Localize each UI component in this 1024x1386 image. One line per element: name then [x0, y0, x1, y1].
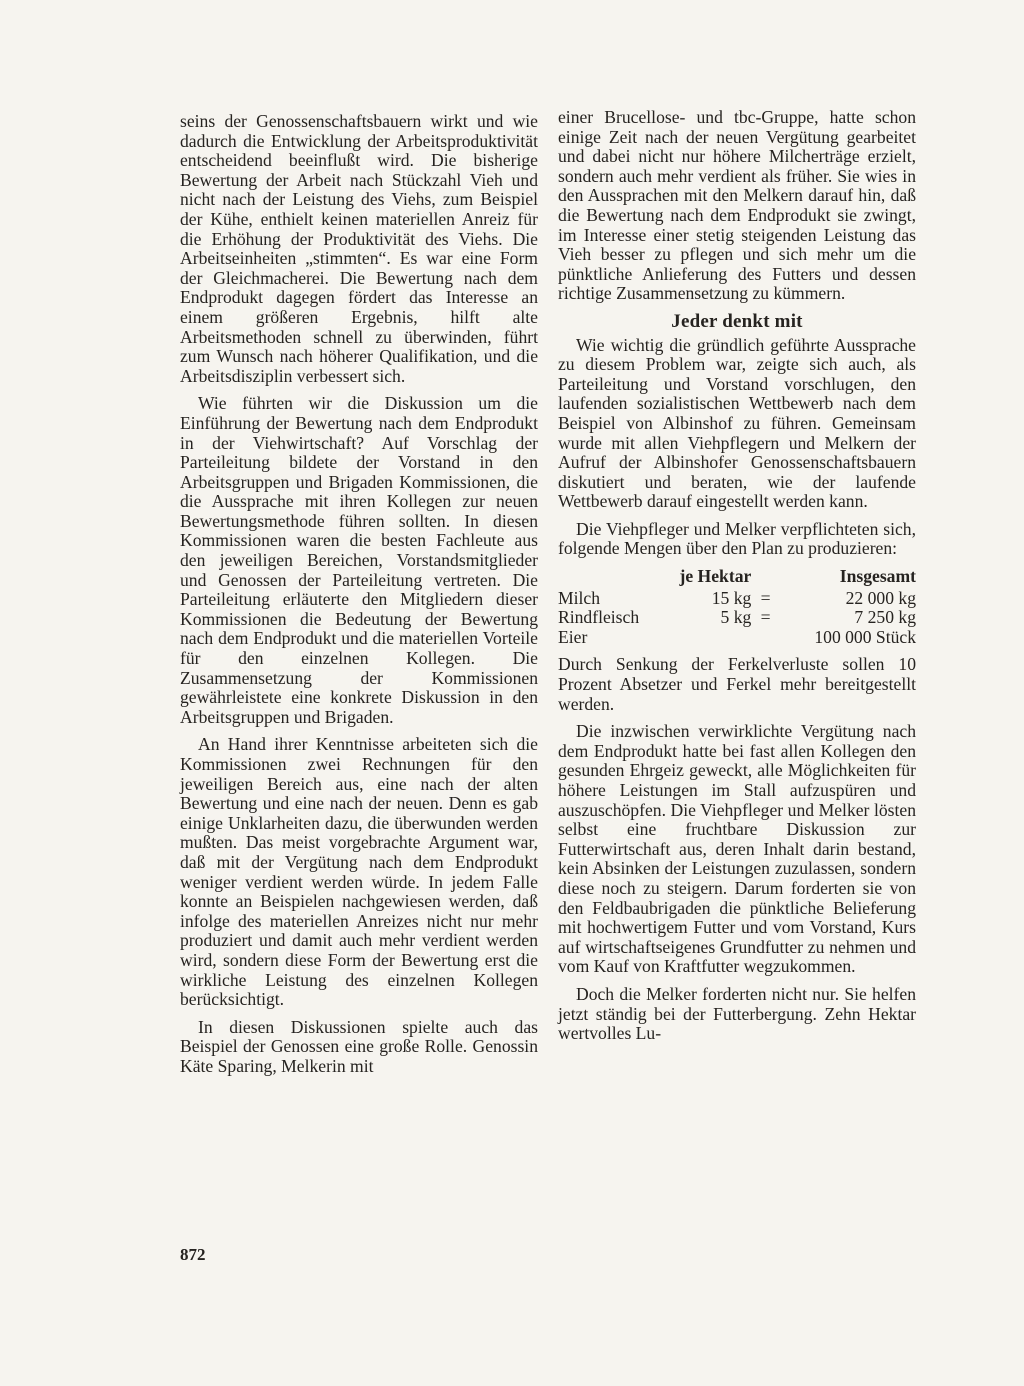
- paragraph: Die Viehpfleger und Melker verpflichteten sich, folgende Mengen über den Plan zu produzieren:: [558, 518, 916, 559]
- paragraph: Wie führten wir die Diskussion um die Einführung der Bewertung nach dem Endprodukt in der Viehwirtschaft? Auf Vorschlag der Parteileitung bildete der Vorstand in den Arbeitsgruppen und Brigaden Kommissionen, die die Aussprache mit ihren Kollegen zur neuen Bewertungsmethode führen sollten. In diesen Kommissionen waren die besten Fachleute aus den jeweiligen Bereichen, Vorstandsmitglieder und Genossen der Parteileitung vertreten. Die Parteileitung erläuterte den Mitgliedern dieser Kommissionen die Bedeutung der Bewertung nach dem Endprodukt und die materiellen Vorteile für den einzelnen Kollegen. Die Zusammensetzung der Kommissionen gewährleistete eine konkrete Diskussion in den Arbeitsgruppen und Brigaden.: [180, 393, 538, 727]
- table-cell: 22 000 kg: [845, 587, 916, 608]
- paragraph: Doch die Melker forderten nicht nur. Sie helfen jetzt ständig bei der Futterbergung. Zehn Hektar wertvolles Lu-: [558, 983, 916, 1044]
- table-cell: Rindfleisch: [558, 607, 640, 628]
- table-cell: =: [760, 607, 771, 628]
- table-cell: [665, 628, 751, 648]
- table-header: je Hektar: [679, 566, 752, 587]
- paragraph: Durch Senkung der Ferkelverluste sollen 10 Prozent Absetzer und Ferkel mehr bereitgestellt werden.: [558, 654, 916, 714]
- table-cell: 7 250 kg: [854, 607, 916, 628]
- table-header: Insgesamt: [839, 566, 916, 587]
- section-heading: Jeder denkt mit: [671, 310, 803, 332]
- left-column: [180, 112, 538, 1085]
- paragraph: Wie wichtig die gründlich geführte Aussprache zu diesem Problem war, zeigte sich auch, als Parteileitung und Vorstand vorschlugen, den laufenden sozialistischen Wettbewerb nach dem Beispiel von Albinshof zu führen. Gemeinsam wurde mit allen Viehpflegern und Melkern der Aufruf der Albinshofer Genossenschaftsbauern diskutiert und beraten, wie der laufende Wettbewerb darauf eingestellt werden kann.: [558, 334, 916, 512]
- paragraph: Die inzwischen verwirklichte Vergütung nach dem Endprodukt hatte bei fast allen Kollegen den gesunden Ehrgeiz geweckt, alle Möglichkeiten für höhere Leistungen im Stall aufzuspüren und auszuschöpfen. Die Viehpfleger und Melker lösten selbst eine fruchtbare Diskussion zur Futterwirtschaft aus, deren Inhalt darin bestand, kein Absinken der Leistungen zuzulassen, sondern diese noch zu steigern. Darum forderten sie von den Feldbaubrigaden die pünktliche Belieferung mit hochwertigem Futter und vom Vorstand, Kurs auf wirtschaftseigenes Grundfutter zu nehmen und vom Kauf von Kraftfutter wegzukommen.: [558, 721, 916, 977]
- paragraph: seins der Genossenschaftsbauern wirkt und wie dadurch die Entwicklung der Arbeitsproduktivität entscheidend beeinflußt wird. Die bisherige Bewertung der Arbeit nach Stückzahl Vieh und nicht nach der Leistung des Viehs, zum Beispiel der Kühe, enthielt keinen materiellen Anreiz für die Erhöhung der Produktivität des Viehs. Die Arbeitseinheiten „stimmten“. Es war eine Form der Gleichmacherei. Die Bewertung nach dem Endprodukt dagegen fördert das Interesse an einem größeren Ergebnis, hilft alte Arbeitsmethoden schnell zu überwinden, führt zum Wunsch nach höherer Qualifikation, und die Arbeitsdisziplin verbessert sich.: [180, 111, 538, 386]
- page-number: 872: [180, 1245, 206, 1264]
- table-cell: [751, 628, 780, 648]
- table-cell: 100 000 Stück: [814, 626, 916, 647]
- right-column: [558, 108, 916, 1052]
- table-row: [558, 608, 916, 628]
- table-cell: 5 kg: [720, 607, 752, 628]
- table-cell: Eier: [558, 626, 588, 647]
- table-row: [558, 589, 916, 609]
- production-table: [558, 567, 916, 647]
- table-cell: =: [760, 587, 771, 608]
- paragraph: einer Brucellose- und tbc-Gruppe, hatte schon einige Zeit nach der neuen Vergütung gearbeitet und dabei nicht nur höhere Milcherträge erzielt, sondern auch mehr verdient als früher. Sie wies in den Aussprachen mit den Melkern darauf hin, daß die Bewertung nach dem Endprodukt sie zwingt, im Interesse einer stetig steigenden Leistung das Vieh besser zu pflegen und sich mehr um die pünktliche Anlieferung des Futters und dessen richtige Zusammensetzung zu kümmern.: [558, 107, 916, 304]
- table-cell: Milch: [558, 587, 601, 608]
- table-row: [558, 628, 916, 648]
- table-cell: 15 kg: [711, 587, 752, 608]
- table-header: [558, 567, 665, 589]
- paragraph: An Hand ihrer Kenntnisse arbeiteten sich die Kommissionen zwei Rechnungen für den jeweiligen Bereich aus, eine nach der alten Bewertung und eine nach der neuen. Denn es gab einige Unklarheiten dazu, die überwunden werden mußten. Das meist vorgebrachte Argument war, daß mit der Vergütung nach dem Endprodukt weniger verdient werden würde. In jedem Falle konnte an Beispielen nachgewiesen werden, daß infolge des materiellen Anreizes nicht nur mehr produziert und damit auch mehr verdient werden wird, sondern diese Form der Bewertung erst die wirkliche Leistung des einzelnen Kollegen berücksichtigt.: [180, 734, 538, 1010]
- table-header: [751, 567, 780, 589]
- paragraph: In diesen Diskussionen spielte auch das Beispiel der Genossen eine große Rolle. Genossin Käte Sparing, Melkerin mit: [180, 1016, 538, 1076]
- table-header-row: [558, 567, 916, 589]
